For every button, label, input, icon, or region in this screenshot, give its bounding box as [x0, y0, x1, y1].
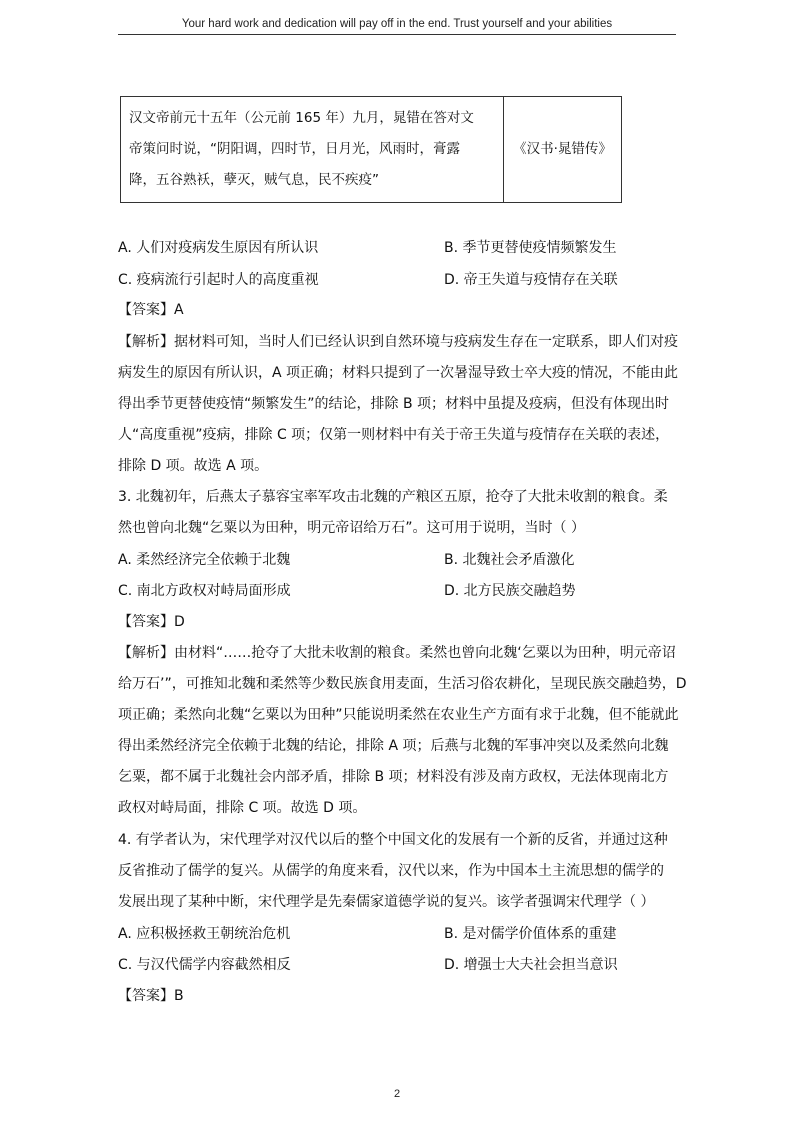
- q2-analysis-line: 【解析】据材料可知，当时人们已经认识到自然环境与疫病发生存在一定联系，即人们对疫: [118, 334, 678, 350]
- material-cell: [121, 97, 504, 203]
- material-line: 汉文帝前元十五年（公元前 165 年）九月，晁错在答对文: [129, 110, 474, 126]
- q3-option-a: A. 柔然经济完全依赖于北魏: [118, 552, 291, 568]
- q4-stem-line: 发展出现了某种中断，宋代理学是先秦儒家道德学说的复兴。该学者强调宋代理学（ ）: [118, 894, 655, 910]
- q2-answer: 【答案】A: [118, 302, 184, 318]
- reference-cell: 《汉书·晁错传》: [504, 97, 622, 203]
- q3-analysis-line: 政权对峙局面，排除 C 项。故选 D 项。: [118, 800, 367, 816]
- q3-analysis-line: 【解析】由材料“……抢夺了大批未收割的粮食。柔然也曾向北魏‘乞粟以为田种，明元帝诏: [118, 645, 676, 661]
- q3-option-b: B. 北魏社会矛盾激化: [444, 552, 575, 568]
- q2-option-d: D. 帝王失道与疫情存在关联: [444, 272, 618, 288]
- q3-analysis-line: 给万石’”，可推知北魏和柔然等少数民族食用麦面，生活习俗农耕化，呈现民族交融趋势，D: [118, 676, 687, 692]
- q2-option-c: C. 疫病流行引起时人的高度重视: [118, 272, 319, 288]
- header-divider: [118, 34, 676, 35]
- material-line: 降，五谷熟袄，孽灭，贼气息，民不疾疫”: [129, 172, 379, 188]
- q3-stem-line: 然也曾向北魏“乞粟以为田种，明元帝诏给万石”。这可用于说明，当时（ ）: [118, 520, 585, 536]
- q3-option-c: C. 南北方政权对峙局面形成: [118, 583, 291, 599]
- page-number: 2: [393, 1088, 401, 1100]
- q3-stem-line: 3. 北魏初年，后燕太子慕容宝率军攻击北魏的产粮区五原，抢夺了大批未收割的粮食。柔: [118, 489, 668, 505]
- q2-analysis-line: 病发生的原因有所认识，A 项正确；材料只提到了一次暑湿导致士卒大疫的情况，不能由此: [118, 365, 679, 381]
- page-header-motto: Your hard work and dedication will pay off in the end. Trust yourself and your abilities: [181, 18, 613, 30]
- q3-analysis-line: 乞粟，都不属于北魏社会内部矛盾，排除 B 项；材料没有涉及南方政权，无法体现南北方: [118, 769, 669, 785]
- q4-option-b: B. 是对儒学价值体系的重建: [444, 926, 617, 942]
- q2-analysis-line: 得出季节更替使疫情“频繁发生”的结论，排除 B 项；材料中虽提及疫病，但没有体现出时: [118, 396, 670, 412]
- q3-analysis-line: 得出柔然经济完全依赖于北魏的结论，排除 A 项；后燕与北魏的军事冲突以及柔然向北魏: [118, 738, 669, 754]
- q4-option-a: A. 应积极拯救王朝统治危机: [118, 926, 291, 942]
- source-material-table: [120, 96, 622, 203]
- q2-analysis-line: 人“高度重视”疫病，排除 C 项；仅第一则材料中有关于帝王失道与疫情存在关联的表述，: [118, 427, 670, 443]
- material-line: 帝策问时说，“阴阳调，四时节，日月光，风雨时，膏露: [129, 141, 460, 157]
- q4-stem-line: 4. 有学者认为，宋代理学对汉代以后的整个中国文化的发展有一个新的反省，并通过这种: [118, 832, 668, 848]
- q3-option-d: D. 北方民族交融趋势: [444, 583, 576, 599]
- q3-answer: 【答案】D: [118, 614, 185, 630]
- q4-stem-line: 反省推动了儒学的复兴。从儒学的角度来看，汉代以来，作为中国本土主流思想的儒学的: [118, 863, 664, 879]
- q4-answer: 【答案】B: [118, 988, 184, 1004]
- q4-option-d: D. 增强士大夫社会担当意识: [444, 957, 618, 973]
- q4-option-c: C. 与汉代儒学内容截然相反: [118, 957, 291, 973]
- q3-analysis-line: 项正确；柔然向北魏“乞粟以为田种”只能说明柔然在农业生产方面有求于北魏，但不能就此: [118, 707, 679, 723]
- q2-analysis-line: 排除 D 项。故选 A 项。: [118, 458, 269, 474]
- q2-option-a: A. 人们对疫病发生原因有所认识: [118, 240, 319, 256]
- q2-option-b: B. 季节更替使疫情频繁发生: [444, 240, 617, 256]
